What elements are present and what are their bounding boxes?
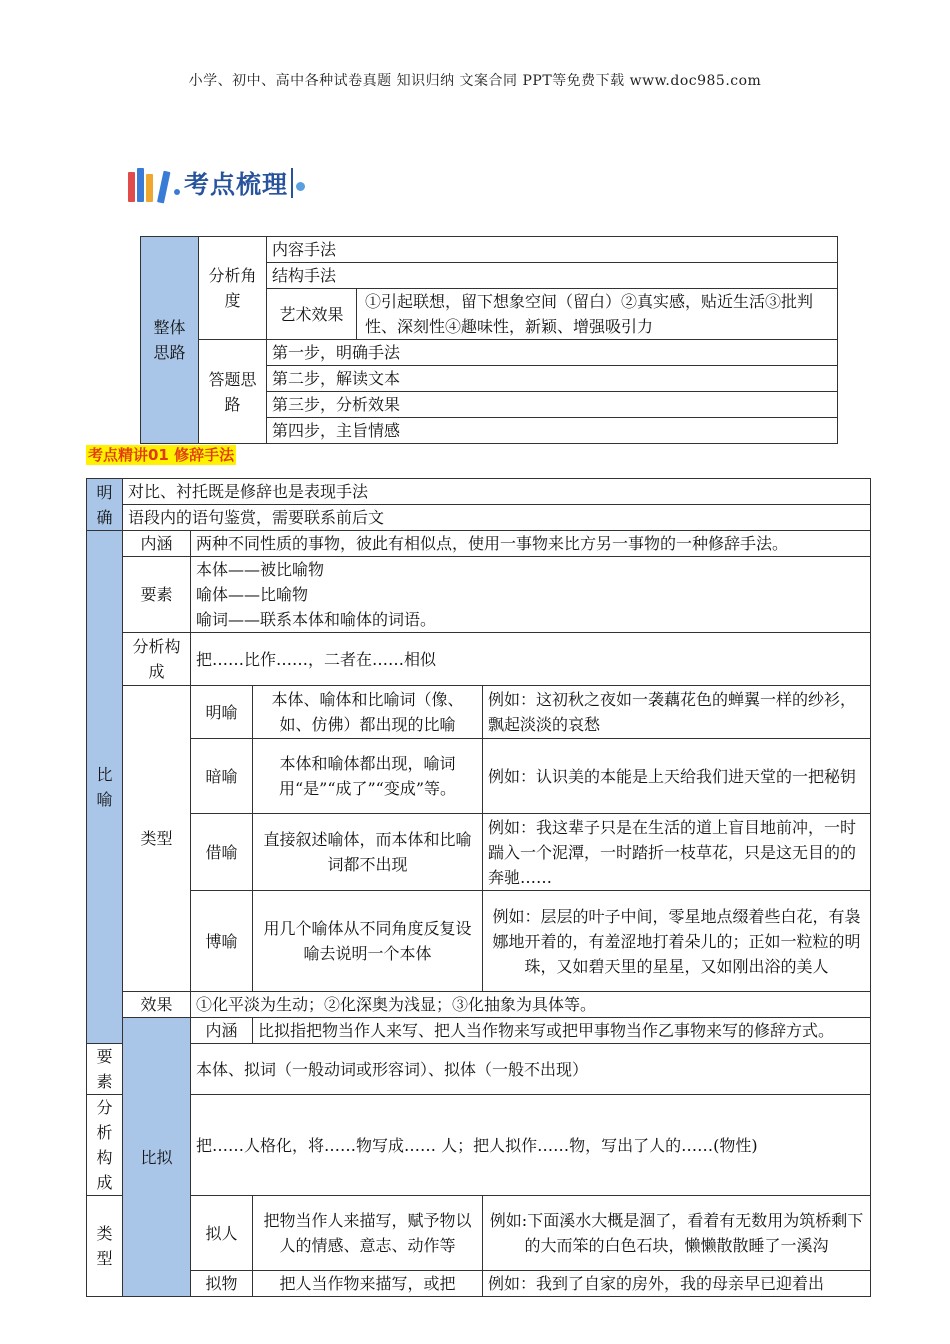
metaphor-types-label: 类型 <box>123 686 191 992</box>
type-desc: 把物当作人来描写，赋予物以人的情感、意志、动作等 <box>253 1196 483 1271</box>
overview-main-label: 整体思路 <box>141 237 199 444</box>
metaphor-effect: ①化平淡为生动；②化深奥为浅显；③化抽象为具体等。 <box>191 992 871 1018</box>
type-example: 例如:下面溪水大概是涸了，看着有无数用为筑桥剩下的大而笨的白色石块，懒懒散散睡了一溪沟 <box>483 1196 871 1271</box>
clarify-row: 语段内的语句鉴赏，需要联系前后文 <box>123 505 871 531</box>
type-name: 拟人 <box>191 1196 253 1271</box>
personification-label: 比拟 <box>123 1018 191 1297</box>
metaphor-neihan-label: 内涵 <box>123 531 191 557</box>
type-name: 暗喻 <box>191 739 253 814</box>
step-1: 第一步，明确手法 <box>267 340 838 366</box>
structure-method: 结构手法 <box>267 263 838 289</box>
art-effect-label: 艺术效果 <box>267 289 357 340</box>
type-desc: 本体和喻体都出现，喻词用“是”“成了”“变成”等。 <box>253 739 483 814</box>
step-3: 第三步，分析效果 <box>267 392 838 418</box>
type-example: 例如：我到了自家的房外，我的母亲早已迎着出 <box>483 1271 871 1297</box>
metaphor-neihan: 两种不同性质的事物，彼此有相似点，使用一事物来比方另一事物的一种修辞手法。 <box>191 531 871 557</box>
metaphor-effect-label: 效果 <box>123 992 191 1018</box>
content-method: 内容手法 <box>267 237 838 263</box>
section-title: 考点精讲01 修辞手法 <box>88 446 235 464</box>
dot-icon <box>174 189 180 195</box>
analysis-angle-label: 分析角度 <box>199 237 267 340</box>
element-line: 本体——被比喻物 <box>196 560 325 579</box>
answer-approach-label: 答题思路 <box>199 340 267 444</box>
rhetoric-table <box>86 478 871 1297</box>
banner-title: 考点梳理 <box>184 170 289 199</box>
type-name: 拟物 <box>191 1271 253 1297</box>
personification-elements: 本体、拟词（一般动词或形容词）、拟体（一般不出现） <box>191 1044 871 1095</box>
type-example: 例如：我这辈子只是在生活的道上盲目地前冲，一时踹入一个泥潭，一时踏折一枝草花，只是这无目的的奔驰…… <box>483 814 871 891</box>
type-example: 例如：层层的叶子中间，零星地点缀着些白花，有袅娜地开着的，有羞涩地打着朵儿的；正如一粒粒的明珠，又如碧天里的星星，又如刚出浴的美人 <box>483 891 871 992</box>
personification-structure: 把……人格化，将……物写成…… 人；把人拟作……物，写出了人的……(物性) <box>191 1095 871 1196</box>
metaphor-elements <box>191 557 871 633</box>
type-example: 例如：这初秋之夜如一袭藕花色的蝉翼一样的纱衫，飘起淡淡的哀愁 <box>483 686 871 739</box>
type-name: 借喻 <box>191 814 253 891</box>
personification-neihan-label: 内涵 <box>191 1018 253 1044</box>
element-line: 喻词——联系本体和喻体的词语。 <box>196 610 437 629</box>
dot-icon <box>296 182 305 191</box>
clarify-label: 明确 <box>87 479 123 531</box>
step-2: 第二步，解读文本 <box>267 366 838 392</box>
type-desc: 直接叙述喻体，而本体和比喻词都不出现 <box>253 814 483 891</box>
personification-structure-label: 分析构成 <box>87 1095 123 1196</box>
type-example: 例如：认识美的本能是上天给我们进天堂的一把秘钥 <box>483 739 871 814</box>
type-desc: 本体、喻体和比喻词（像、如、仿佛）都出现的比喻 <box>253 686 483 739</box>
personification-types-label: 类型 <box>87 1196 123 1297</box>
metaphor-label: 比喻 <box>87 531 123 1044</box>
personification-elements-label: 要素 <box>87 1044 123 1095</box>
type-name: 明喻 <box>191 686 253 739</box>
divider <box>291 168 293 198</box>
step-4: 第四步，主旨情感 <box>267 418 838 444</box>
overview-table <box>140 236 838 444</box>
section-banner <box>128 160 305 206</box>
type-name: 博喻 <box>191 891 253 992</box>
type-desc: 用几个喻体从不同角度反复设喻去说明一个本体 <box>253 891 483 992</box>
art-effect-desc: ①引起联想，留下想象空间（留白）②真实感，贴近生活③批判性、深刻性④趣味性，新颖、增强吸引力 <box>357 289 838 340</box>
type-desc: 把人当作物来描写，或把 <box>253 1271 483 1297</box>
metaphor-elements-label: 要素 <box>123 557 191 633</box>
metaphor-structure-label: 分析构成 <box>123 633 191 686</box>
books-icon <box>128 164 164 202</box>
personification-neihan: 比拟指把物当作人来写、把人当作物来写或把甲事物当作乙事物来写的修辞方式。 <box>253 1018 871 1044</box>
site-header: 小学、初中、高中各种试卷真题 知识归纳 文案合同 PPT等免费下载 www.doc985.com <box>188 73 762 89</box>
element-line: 喻体——比喻物 <box>196 585 309 604</box>
clarify-row: 对比、衬托既是修辞也是表现手法 <box>123 479 871 505</box>
metaphor-structure: 把……比作……，二者在……相似 <box>191 633 871 686</box>
